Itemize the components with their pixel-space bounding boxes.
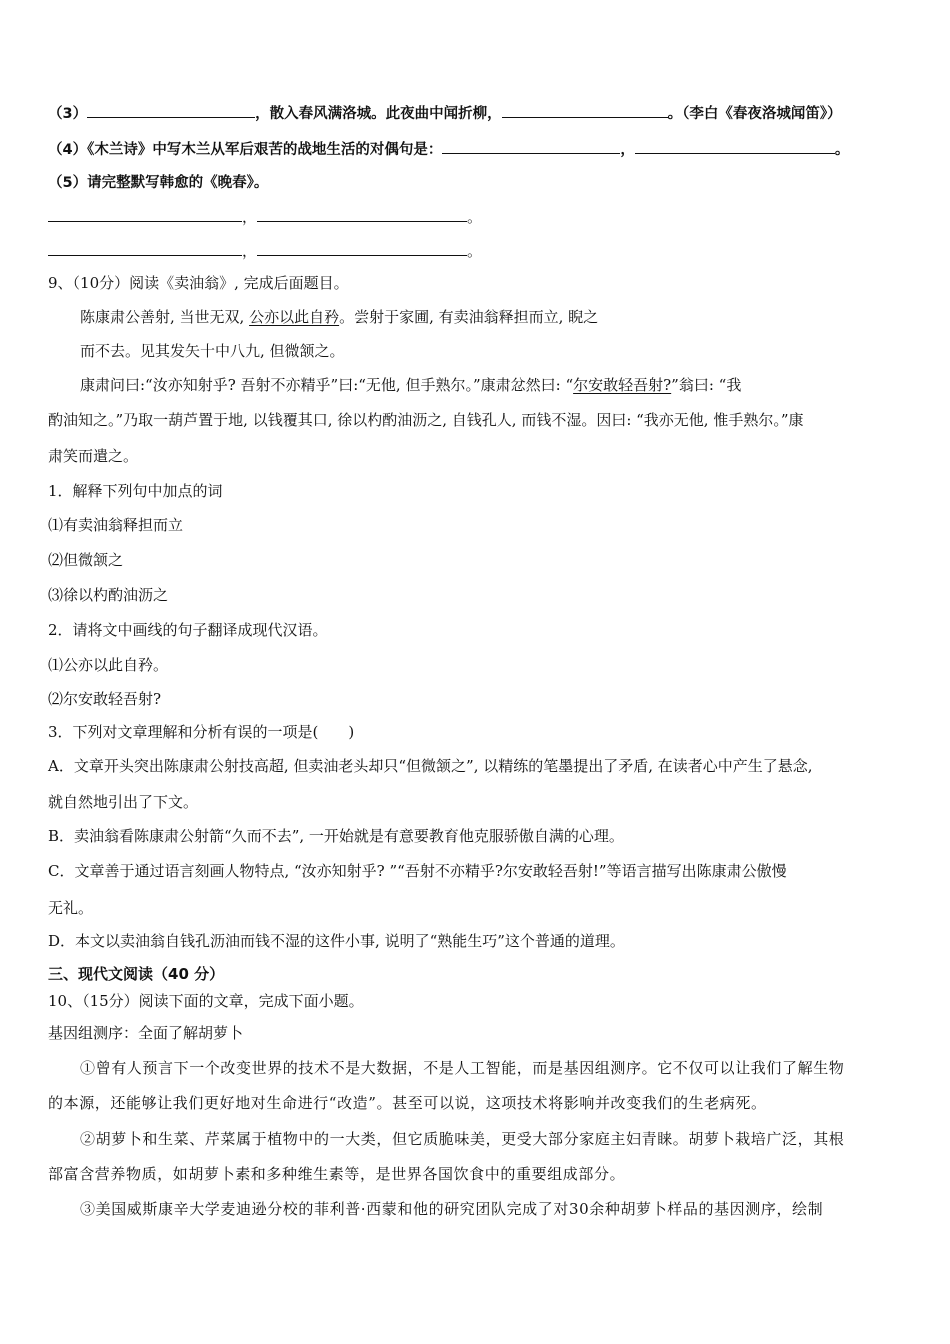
q9-sub2: 2．请将文中画线的句子翻译成现代汉语。 [48,621,328,639]
article-title: 基因组测序：全面了解胡萝卜 [48,1024,244,1042]
article-paragraph: ②胡萝卜和生菜、芹菜属于植物中的一大类，但它质脆味美，更受大部分家庭主妇青睐。胡萝卜栽培广泛，其根 [80,1130,845,1148]
q9-sub1-item: ⑵但微颔之 [48,551,124,569]
option-d: D．本文以卖油翁自钱孔沥油而钱不湿的这件小事, 说明了“熟能生巧”这个普通的道理。 [48,932,625,950]
section-title: 三、现代文阅读（40 分） [48,965,225,983]
q9-sub1: 1．解释下列句中加点的词 [48,482,223,500]
q9-passage-line: 酌油知之。”乃取一葫芦置于地, 以钱覆其口, 徐以杓酌油沥之, 自钱孔人, 而钱不湿。因曰: “我亦无他, 惟手熟尔。”康 [48,411,804,429]
q9-sub1-item: ⑶徐以杓酌油沥之 [48,586,169,604]
q9-sub1-item: ⑴有卖油翁释担而立 [48,516,184,534]
article-paragraph: 部富含营养物质，如胡萝卜素和多种维生素等，是世界各国饮食中的重要组成部分。 [48,1165,626,1183]
answer-blank[interactable] [502,102,668,118]
option-a-cont: 就自然地引出了下文。 [48,793,199,811]
article-paragraph: 的本源，还能够让我们更好地对生命进行“改造”。甚至可以说，这项技术将影响并改变我们的生老病死。 [48,1094,767,1112]
q9-passage-line: 肃笑而遣之。 [48,447,139,465]
option-a: A．文章开头突出陈康肃公射技高超, 但卖油老头却只“但微颔之”, 以精练的笔墨提出了矛盾, 在读者心中产生了悬念, [48,757,813,775]
poem-q4: （4）《木兰诗》中写木兰从军后艰苦的战地生活的对偶句是： ， 。 [48,138,849,160]
answer-blank[interactable] [48,206,242,222]
underlined-sentence: 尔安敢轻吾射? [573,376,672,394]
option-c-cont: 无礼。 [48,899,94,917]
q10-heading: 10、（15分）阅读下面的文章，完成下面小题。 [48,992,364,1010]
answer-blank[interactable] [257,240,467,256]
article-paragraph: ①曾有人预言下一个改变世界的技术不是大数据，不是人工智能，而是基因组测序。它不仅可以让我们了解生物 [80,1059,845,1077]
q9-heading: 9、（10分）阅读《卖油翁》, 完成后面题目。 [48,274,349,292]
answer-blank[interactable] [87,102,255,118]
answer-blank[interactable] [442,138,620,154]
answer-blank[interactable] [48,240,242,256]
q9-passage-line: 而不去。见其发矢十中八九, 但微颔之。 [80,342,345,360]
option-c: C．文章善于通过语言刻画人物特点, “汝亦知射乎? ”“吾射不亦精乎?尔安敢轻吾射!”等语言描写出陈康肃公傲慢 [48,862,787,880]
option-b: B．卖油翁看陈康肃公射箭“久而不去”, 一开始就是有意要教育他克服骄傲自满的心理。 [48,827,624,845]
answer-blank[interactable] [635,138,835,154]
underlined-sentence: 公亦以此自矜 [249,308,340,326]
article-paragraph: ③美国威斯康辛大学麦迪逊分校的菲利普·西蒙和他的研究团队完成了对30余种胡萝卜样品的基因测序，绘制 [80,1200,824,1218]
q9-passage-line: 陈康肃公善射, 当世无双, 公亦以此自矜。尝射于家圃, 有卖油翁释担而立, 睨之 [80,308,599,326]
q9-sub2-item: ⑵尔安敢轻吾射? [48,690,162,708]
poem-q5: （5）请完整默写韩愈的《晚春》。 [48,175,269,191]
poem-q3: （3） ，散入春风满洛城。此夜曲中闻折柳， 。（李白《春夜洛城闻笛》） [48,102,842,124]
answer-blank[interactable] [257,206,467,222]
poem-q5-line2: ， 。 [48,240,482,261]
q9-passage-line: 康肃问曰:“汝亦知射乎? 吾射不亦精乎”曰:“无他, 但手熟尔。”康肃忿然曰: “尔安敢轻吾射?”翁曰: “我 [80,376,742,394]
q9-sub3: 3．下列对文章理解和分析有误的一项是( ) [48,723,355,741]
poem-q5-line1: ， 。 [48,206,482,227]
q9-sub2-item: ⑴公亦以此自矜。 [48,656,169,674]
